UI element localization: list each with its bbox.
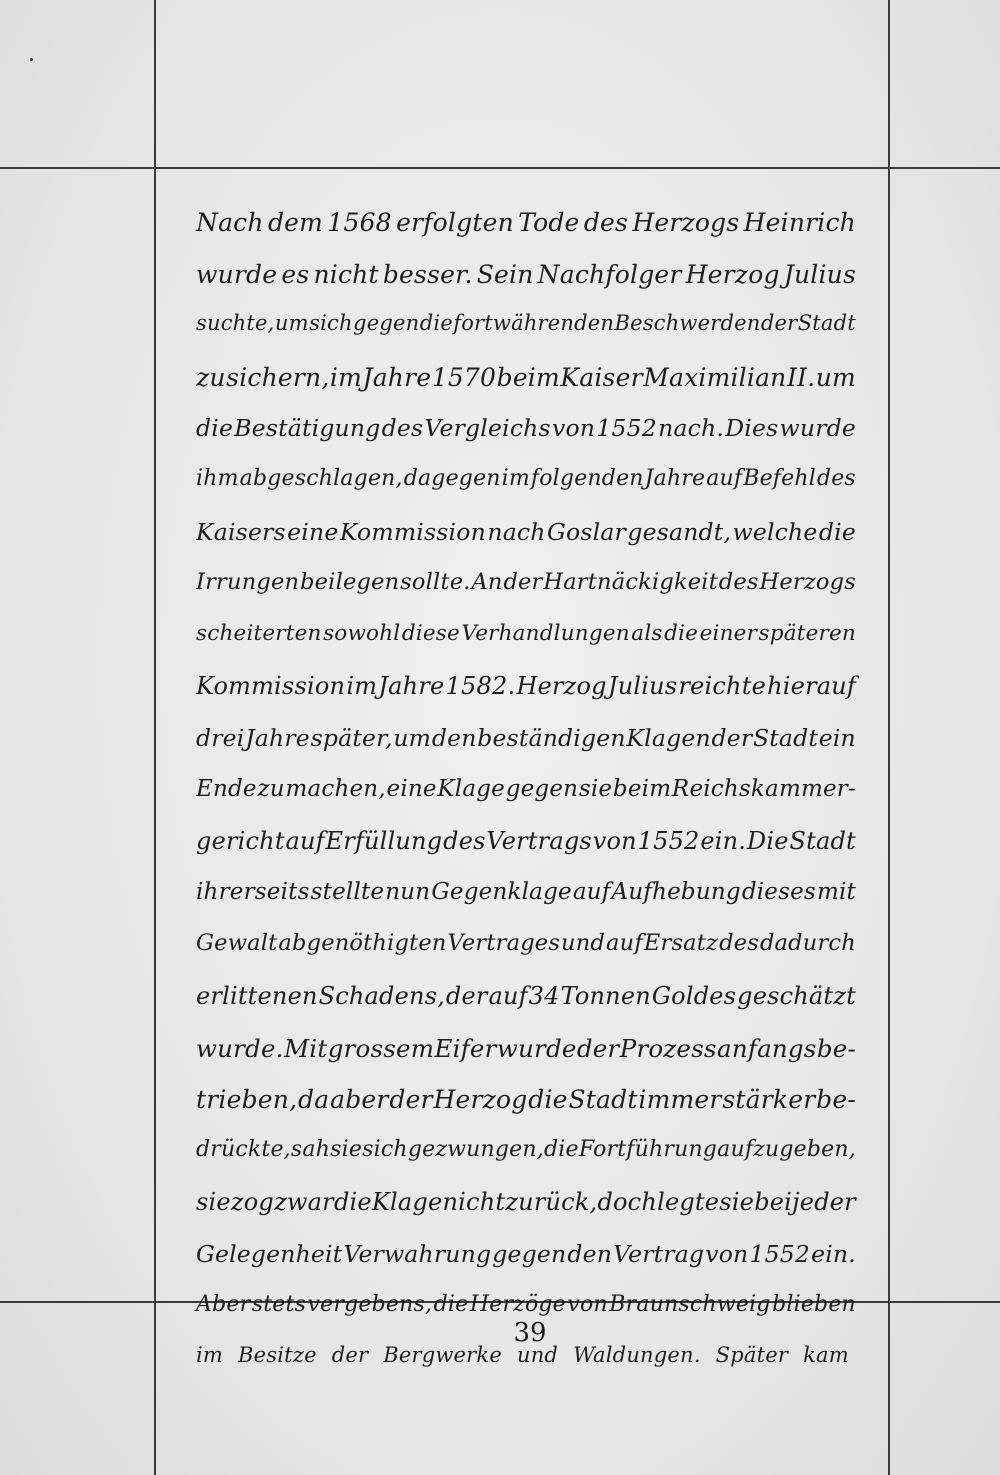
word: gesandt,: [627, 517, 732, 546]
word: als: [631, 620, 663, 646]
word: 1582.: [445, 672, 516, 701]
word: es: [281, 259, 310, 289]
word: reichte: [678, 672, 766, 701]
word: Gegenklage: [431, 878, 572, 905]
word: im: [196, 1343, 224, 1368]
word: trieben,: [196, 1085, 298, 1115]
word: drei: [196, 724, 245, 752]
word: welche: [732, 517, 818, 546]
text-line: [196, 1137, 856, 1189]
word: sollte.: [400, 569, 471, 596]
word: Kommission: [339, 517, 486, 546]
word: Klage: [437, 775, 505, 802]
word: suchte,: [196, 311, 275, 336]
word: auf: [706, 466, 743, 491]
word: und: [561, 930, 606, 957]
word: gegen: [353, 311, 420, 336]
word: der: [711, 724, 753, 752]
text-line: [196, 879, 856, 931]
word: zu: [257, 775, 285, 802]
word: Hartnäckigkeit: [543, 569, 718, 596]
text-line: [196, 260, 856, 312]
word: Goslar: [547, 517, 626, 546]
word: Tode: [518, 208, 580, 237]
text-line: [196, 311, 856, 363]
word: doch: [597, 1188, 657, 1217]
word: Heinrich: [743, 208, 856, 237]
word: Befehl: [743, 466, 816, 491]
word: zwar: [274, 1188, 334, 1217]
word: und: [516, 1343, 559, 1368]
word: Verwahrung: [343, 1240, 492, 1268]
word: Gewalt: [196, 930, 278, 957]
word: Jahre: [245, 724, 310, 752]
word: drückte,: [196, 1136, 291, 1162]
word: Verhandlungen: [461, 620, 630, 646]
word: sowohl: [323, 620, 401, 646]
word: dadurch: [759, 930, 856, 957]
word: Dies: [725, 414, 779, 443]
word: zurück,: [505, 1188, 598, 1217]
word: scheiterten: [196, 620, 322, 646]
word: Bergwerke: [383, 1343, 502, 1368]
word: vergebens,: [307, 1291, 433, 1317]
word: An: [471, 569, 503, 596]
word: II.: [786, 362, 816, 392]
text-line: [196, 982, 856, 1034]
word: 1552: [637, 827, 700, 856]
word: dem: [267, 208, 324, 237]
word: Fortführung: [578, 1136, 718, 1162]
word: Klage: [371, 1188, 443, 1217]
word: Nach: [196, 208, 264, 237]
word: stärker: [722, 1085, 816, 1115]
word: sah: [290, 1136, 331, 1162]
paper-speck: [30, 58, 33, 61]
word: wurde: [196, 259, 278, 289]
word: bei: [754, 1188, 793, 1217]
word: nun: [385, 878, 431, 905]
word: der: [760, 311, 798, 336]
word: Tonnen: [560, 982, 651, 1010]
word: Vertrages: [447, 930, 561, 957]
word: beständigen: [477, 724, 626, 752]
word: 1552: [596, 414, 657, 443]
word: anfangs: [717, 1033, 817, 1063]
word: um: [274, 311, 309, 336]
word: die: [664, 620, 699, 646]
word: fortwährenden: [453, 311, 615, 336]
text-line: [196, 518, 856, 570]
word: die: [196, 414, 234, 443]
word: wurde.: [196, 1033, 284, 1063]
word: Ersatz: [643, 930, 719, 957]
word: Julius: [783, 259, 856, 289]
word: Aufhebung: [611, 878, 741, 905]
text-line: [196, 724, 856, 776]
word: be-: [816, 1033, 856, 1063]
word: auf: [285, 827, 325, 856]
word: Kommission: [196, 672, 346, 701]
word: gegen: [492, 1240, 567, 1268]
word: Waldungen.: [573, 1343, 701, 1368]
word: sie: [196, 1188, 231, 1217]
word: Maximilian: [643, 362, 787, 392]
word: Vertrag: [613, 1240, 705, 1268]
word: aufzugeben,: [717, 1136, 856, 1162]
word: Nachfolger: [537, 259, 682, 289]
text-line: [196, 930, 856, 982]
word: kam: [803, 1343, 849, 1368]
word: Bestätigung: [234, 414, 381, 443]
word: später,: [310, 724, 393, 752]
word: dieses: [741, 878, 816, 905]
word: erfolgten: [396, 208, 514, 237]
word: stellte: [310, 878, 385, 905]
word: der: [331, 1343, 369, 1368]
word: der: [445, 982, 488, 1010]
word: Ende: [196, 775, 257, 802]
text-line: [196, 1085, 856, 1137]
word: im: [501, 466, 530, 491]
right-frame-rule: [888, 0, 890, 1475]
word: der: [503, 569, 543, 596]
text-line: [196, 363, 856, 415]
word: mit: [816, 878, 856, 905]
word: 1568: [327, 208, 392, 237]
word: Eifer: [434, 1033, 497, 1063]
word: hierauf: [767, 672, 856, 701]
word: auf: [572, 878, 611, 905]
word: den: [431, 724, 477, 752]
word: jeder: [792, 1188, 856, 1217]
word: wurde: [779, 414, 856, 443]
word: des: [719, 930, 759, 957]
word: einer: [699, 620, 758, 646]
text-line: [196, 1188, 856, 1240]
text-line: [196, 776, 856, 828]
word: Stadt: [789, 827, 856, 856]
word: be-: [816, 1085, 856, 1115]
word: Herzog: [516, 672, 607, 701]
word: ein.: [700, 827, 747, 856]
word: im: [346, 672, 378, 701]
text-line: [196, 1343, 856, 1395]
word: ein.: [811, 1240, 856, 1268]
word: 1570: [431, 362, 497, 392]
word: des: [443, 827, 486, 856]
top-frame-rule: [0, 167, 1000, 169]
word: Klagen: [626, 724, 711, 752]
text-line: [196, 208, 856, 260]
text-line: [196, 414, 856, 466]
word: Jahre: [362, 362, 432, 392]
text-line: [196, 621, 856, 673]
word: blieben: [772, 1291, 856, 1317]
word: Vertrags: [486, 827, 592, 856]
word: da: [298, 1085, 330, 1115]
word: legte: [657, 1188, 720, 1217]
word: Mit: [284, 1033, 328, 1063]
word: grossem: [327, 1033, 435, 1063]
word: abgeschlagen,: [239, 466, 403, 491]
word: geschätzt: [737, 982, 856, 1010]
word: die: [419, 311, 453, 336]
word: Beschwerden: [614, 311, 761, 336]
word: Besitze: [238, 1343, 317, 1368]
word: gericht: [196, 827, 285, 856]
word: 1552: [749, 1240, 811, 1268]
word: sich: [309, 311, 353, 336]
word: machen,: [285, 775, 386, 802]
word: der: [576, 1033, 620, 1063]
word: erlittenen: [196, 982, 318, 1010]
word: Herzogs: [759, 569, 856, 596]
word: die: [433, 1291, 469, 1317]
word: Jahre: [644, 466, 706, 491]
word: abgenöthigten: [278, 930, 447, 957]
word: Vergleichs: [424, 414, 551, 443]
word: aber: [330, 1085, 389, 1115]
word: gegen: [505, 775, 579, 802]
word: von: [592, 827, 637, 856]
word: Irrungen: [196, 569, 300, 596]
word: nach.: [658, 414, 725, 443]
word: sichern,: [226, 362, 330, 392]
text-line: [196, 672, 856, 724]
word: beim: [612, 775, 672, 802]
word: Reichskammer-: [671, 775, 856, 802]
word: die: [544, 1136, 579, 1162]
left-frame-rule: [154, 0, 156, 1475]
word: des: [381, 414, 424, 443]
word: sich: [362, 1136, 408, 1162]
word: wurde: [496, 1033, 577, 1063]
word: auf: [606, 930, 643, 957]
word: besser.: [382, 259, 473, 289]
text-line: [196, 1240, 856, 1292]
word: um: [393, 724, 432, 752]
word: Stadt: [797, 311, 856, 336]
word: Herzog: [433, 1085, 528, 1115]
word: Erfüllung: [325, 827, 443, 856]
word: eine: [386, 775, 437, 802]
word: beilegen: [300, 569, 400, 596]
word: des: [718, 569, 759, 596]
word: Gelegenheit: [196, 1240, 343, 1268]
text-line: [196, 466, 856, 518]
text-line: [196, 569, 856, 621]
word: stets: [251, 1291, 307, 1317]
word: sie: [578, 775, 613, 802]
word: Schadens,: [318, 982, 445, 1010]
text-line: [196, 1034, 856, 1086]
word: Prozess: [619, 1033, 717, 1063]
word: Stadt: [568, 1085, 638, 1115]
word: folgenden: [530, 466, 644, 491]
word: der: [389, 1085, 433, 1115]
word: des: [816, 466, 856, 491]
word: Kaiser: [560, 362, 643, 392]
word: späteren: [758, 620, 856, 646]
word: nicht: [313, 259, 379, 289]
word: sie: [719, 1188, 755, 1217]
word: Herzöge: [469, 1291, 566, 1317]
word: eine: [287, 517, 339, 546]
word: auf: [488, 982, 528, 1010]
page-number: 39: [513, 1318, 547, 1348]
word: Aber: [196, 1291, 251, 1317]
word: von: [551, 414, 596, 443]
word: gezwungen,: [407, 1136, 544, 1162]
word: Kaisers: [196, 517, 286, 546]
word: Später: [715, 1343, 789, 1368]
word: beim: [496, 362, 560, 392]
word: von: [567, 1291, 608, 1317]
word: die: [528, 1085, 568, 1115]
word: Goldes: [651, 982, 737, 1010]
word: Jahre: [378, 672, 445, 701]
word: nach: [487, 517, 546, 546]
word: nicht: [442, 1188, 506, 1217]
word: Herzogs: [632, 208, 740, 237]
word: im: [329, 362, 363, 392]
word: 34: [528, 982, 560, 1010]
word: Braunschweig: [609, 1291, 771, 1317]
word: zog: [230, 1188, 274, 1217]
word: Die: [746, 827, 789, 856]
word: Julius: [607, 672, 678, 701]
word: dagegen: [403, 466, 501, 491]
word: ihrerseits: [196, 878, 310, 905]
word: Sein: [476, 259, 534, 289]
word: ihm: [196, 466, 239, 491]
word: ein: [818, 724, 856, 752]
word: um: [815, 362, 856, 392]
word: Herzog: [685, 259, 780, 289]
word: Stadt: [752, 724, 819, 752]
text-line: [196, 827, 856, 879]
word: den: [567, 1240, 613, 1268]
word: zu: [196, 362, 226, 392]
word: von: [705, 1240, 749, 1268]
word: die: [333, 1188, 372, 1217]
word: des: [583, 208, 629, 237]
word: diese: [401, 620, 460, 646]
word: sie: [330, 1136, 363, 1162]
word: immer: [638, 1085, 722, 1115]
word: die: [818, 517, 856, 546]
